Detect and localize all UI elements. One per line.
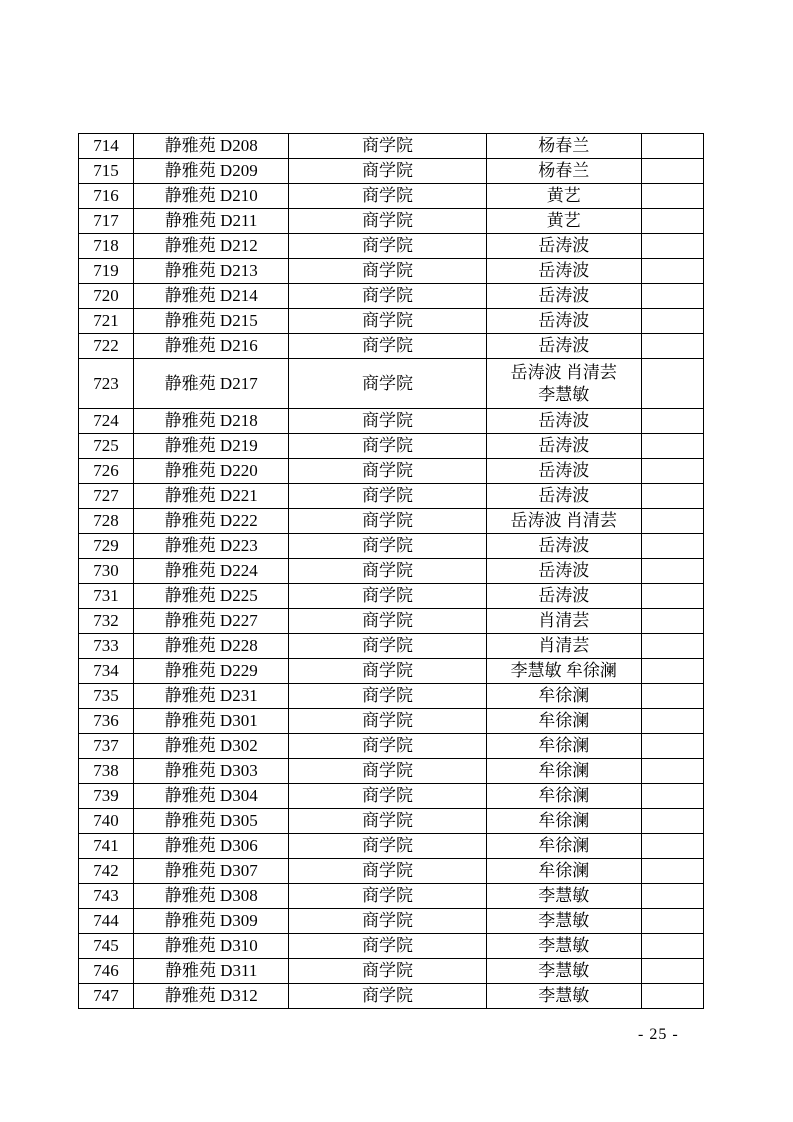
- cell-room: 静雅苑 D223: [134, 534, 289, 559]
- cell-note: [641, 784, 703, 809]
- table-row: [79, 984, 704, 1009]
- cell-number: 723: [79, 359, 134, 409]
- cell-number: 739: [79, 784, 134, 809]
- cell-person: 牟徐澜: [486, 809, 641, 834]
- table-row: [79, 284, 704, 309]
- cell-person: 李慧敏: [486, 884, 641, 909]
- cell-note: [641, 184, 703, 209]
- cell-room: 静雅苑 D304: [134, 784, 289, 809]
- cell-room: 静雅苑 D208: [134, 134, 289, 159]
- cell-person: 牟徐澜: [486, 709, 641, 734]
- cell-number: 741: [79, 834, 134, 859]
- cell-college: 商学院: [289, 584, 486, 609]
- cell-college: 商学院: [289, 334, 486, 359]
- cell-room: 静雅苑 D219: [134, 434, 289, 459]
- table-row: [79, 409, 704, 434]
- cell-number: 719: [79, 259, 134, 284]
- cell-person: 岳涛波: [486, 334, 641, 359]
- cell-person: 岳涛波: [486, 584, 641, 609]
- cell-note: [641, 234, 703, 259]
- cell-person: 岳涛波: [486, 559, 641, 584]
- cell-room: 静雅苑 D301: [134, 709, 289, 734]
- cell-room: 静雅苑 D218: [134, 409, 289, 434]
- cell-note: [641, 209, 703, 234]
- table-row: [79, 434, 704, 459]
- person-line: 岳涛波 肖清芸: [510, 362, 617, 382]
- table-row: [79, 634, 704, 659]
- cell-number: 720: [79, 284, 134, 309]
- table-row: [79, 959, 704, 984]
- cell-note: [641, 559, 703, 584]
- cell-note: [641, 709, 703, 734]
- table-row: [79, 459, 704, 484]
- cell-number: 733: [79, 634, 134, 659]
- cell-number: 729: [79, 534, 134, 559]
- table-row: [79, 334, 704, 359]
- table-row: [79, 509, 704, 534]
- cell-number: 734: [79, 659, 134, 684]
- table-row: [79, 684, 704, 709]
- cell-college: 商学院: [289, 784, 486, 809]
- cell-college: 商学院: [289, 359, 486, 409]
- cell-person: 岳涛波: [486, 409, 641, 434]
- person-line: 李慧敏: [538, 384, 590, 404]
- cell-person: [486, 359, 641, 409]
- cell-number: 744: [79, 909, 134, 934]
- cell-college: 商学院: [289, 534, 486, 559]
- table-row: [79, 234, 704, 259]
- cell-person: 牟徐澜: [486, 734, 641, 759]
- cell-room: 静雅苑 D311: [134, 959, 289, 984]
- cell-room: 静雅苑 D305: [134, 809, 289, 834]
- cell-person: 黄艺: [486, 184, 641, 209]
- table-row: [79, 209, 704, 234]
- table-row: [79, 884, 704, 909]
- cell-note: [641, 884, 703, 909]
- cell-note: [641, 809, 703, 834]
- cell-number: 727: [79, 484, 134, 509]
- cell-room: 静雅苑 D209: [134, 159, 289, 184]
- cell-room: 静雅苑 D306: [134, 834, 289, 859]
- cell-college: 商学院: [289, 559, 486, 584]
- cell-college: 商学院: [289, 984, 486, 1009]
- cell-room: 静雅苑 D228: [134, 634, 289, 659]
- cell-number: 731: [79, 584, 134, 609]
- cell-note: [641, 759, 703, 784]
- table-row: [79, 834, 704, 859]
- cell-number: 714: [79, 134, 134, 159]
- table-row: [79, 184, 704, 209]
- cell-room: 静雅苑 D210: [134, 184, 289, 209]
- cell-person: 牟徐澜: [486, 684, 641, 709]
- cell-room: 静雅苑 D214: [134, 284, 289, 309]
- cell-room: 静雅苑 D231: [134, 684, 289, 709]
- cell-room: 静雅苑 D227: [134, 609, 289, 634]
- cell-person: 岳涛波: [486, 534, 641, 559]
- cell-person: 岳涛波: [486, 459, 641, 484]
- cell-number: 724: [79, 409, 134, 434]
- table-row: [79, 609, 704, 634]
- cell-room: 静雅苑 D224: [134, 559, 289, 584]
- cell-room: 静雅苑 D309: [134, 909, 289, 934]
- cell-note: [641, 309, 703, 334]
- cell-person: 岳涛波: [486, 434, 641, 459]
- cell-room: 静雅苑 D310: [134, 934, 289, 959]
- cell-number: 725: [79, 434, 134, 459]
- cell-number: 718: [79, 234, 134, 259]
- cell-person: 肖清芸: [486, 634, 641, 659]
- table-row: [79, 584, 704, 609]
- cell-person: 李慧敏: [486, 984, 641, 1009]
- cell-room: 静雅苑 D217: [134, 359, 289, 409]
- cell-college: 商学院: [289, 909, 486, 934]
- cell-note: [641, 434, 703, 459]
- cell-note: [641, 659, 703, 684]
- cell-room: 静雅苑 D212: [134, 234, 289, 259]
- table-row: [79, 709, 704, 734]
- cell-number: 715: [79, 159, 134, 184]
- cell-college: 商学院: [289, 609, 486, 634]
- cell-note: [641, 734, 703, 759]
- cell-college: 商学院: [289, 184, 486, 209]
- cell-college: 商学院: [289, 159, 486, 184]
- cell-number: 721: [79, 309, 134, 334]
- cell-person: 肖清芸: [486, 609, 641, 634]
- cell-person: 岳涛波: [486, 234, 641, 259]
- table-row: [79, 784, 704, 809]
- cell-college: 商学院: [289, 234, 486, 259]
- table-row: [79, 534, 704, 559]
- cell-person: 牟徐澜: [486, 834, 641, 859]
- cell-number: 736: [79, 709, 134, 734]
- cell-person: 牟徐澜: [486, 759, 641, 784]
- cell-number: 737: [79, 734, 134, 759]
- cell-person: 岳涛波 肖清芸: [486, 509, 641, 534]
- cell-college: 商学院: [289, 934, 486, 959]
- cell-note: [641, 909, 703, 934]
- table-row: [79, 559, 704, 584]
- cell-room: 静雅苑 D308: [134, 884, 289, 909]
- cell-person: 牟徐澜: [486, 859, 641, 884]
- table-row: [79, 259, 704, 284]
- cell-note: [641, 609, 703, 634]
- cell-person: 黄艺: [486, 209, 641, 234]
- cell-college: 商学院: [289, 634, 486, 659]
- cell-room: 静雅苑 D211: [134, 209, 289, 234]
- cell-note: [641, 509, 703, 534]
- cell-person: 李慧敏: [486, 909, 641, 934]
- cell-number: 730: [79, 559, 134, 584]
- cell-college: 商学院: [289, 859, 486, 884]
- cell-college: 商学院: [289, 659, 486, 684]
- cell-college: 商学院: [289, 459, 486, 484]
- table-row: [79, 309, 704, 334]
- cell-college: 商学院: [289, 434, 486, 459]
- cell-number: 716: [79, 184, 134, 209]
- table-row: [79, 809, 704, 834]
- cell-room: 静雅苑 D215: [134, 309, 289, 334]
- cell-note: [641, 934, 703, 959]
- cell-person: 岳涛波: [486, 484, 641, 509]
- cell-college: 商学院: [289, 809, 486, 834]
- cell-person: 李慧敏 牟徐澜: [486, 659, 641, 684]
- cell-room: 静雅苑 D229: [134, 659, 289, 684]
- cell-note: [641, 584, 703, 609]
- cell-college: 商学院: [289, 509, 486, 534]
- cell-room: 静雅苑 D312: [134, 984, 289, 1009]
- cell-number: 747: [79, 984, 134, 1009]
- cell-note: [641, 134, 703, 159]
- cell-room: 静雅苑 D222: [134, 509, 289, 534]
- table-row: [79, 134, 704, 159]
- cell-college: 商学院: [289, 684, 486, 709]
- cell-college: 商学院: [289, 409, 486, 434]
- table-row: [79, 909, 704, 934]
- cell-number: 728: [79, 509, 134, 534]
- table-row: [79, 859, 704, 884]
- cell-person: 岳涛波: [486, 284, 641, 309]
- cell-person: 岳涛波: [486, 259, 641, 284]
- cell-number: 717: [79, 209, 134, 234]
- cell-note: [641, 159, 703, 184]
- cell-college: 商学院: [289, 134, 486, 159]
- cell-number: 732: [79, 609, 134, 634]
- cell-person: 牟徐澜: [486, 784, 641, 809]
- table-row: [79, 359, 704, 409]
- cell-note: [641, 334, 703, 359]
- cell-note: [641, 359, 703, 409]
- cell-note: [641, 984, 703, 1009]
- cell-person: 李慧敏: [486, 959, 641, 984]
- cell-note: [641, 634, 703, 659]
- cell-number: 738: [79, 759, 134, 784]
- cell-number: 735: [79, 684, 134, 709]
- cell-college: 商学院: [289, 709, 486, 734]
- cell-note: [641, 284, 703, 309]
- cell-room: 静雅苑 D213: [134, 259, 289, 284]
- table-row: [79, 934, 704, 959]
- cell-college: 商学院: [289, 834, 486, 859]
- cell-college: 商学院: [289, 284, 486, 309]
- cell-college: 商学院: [289, 209, 486, 234]
- cell-person: 岳涛波: [486, 309, 641, 334]
- cell-college: 商学院: [289, 734, 486, 759]
- table-row: [79, 734, 704, 759]
- cell-note: [641, 859, 703, 884]
- cell-college: 商学院: [289, 884, 486, 909]
- cell-number: 740: [79, 809, 134, 834]
- cell-person: 杨春兰: [486, 134, 641, 159]
- cell-number: 745: [79, 934, 134, 959]
- cell-room: 静雅苑 D216: [134, 334, 289, 359]
- table-row: [79, 759, 704, 784]
- cell-college: 商学院: [289, 309, 486, 334]
- cell-room: 静雅苑 D221: [134, 484, 289, 509]
- table-body: [79, 134, 704, 1009]
- cell-room: 静雅苑 D303: [134, 759, 289, 784]
- cell-note: [641, 459, 703, 484]
- cell-room: 静雅苑 D220: [134, 459, 289, 484]
- cell-room: 静雅苑 D302: [134, 734, 289, 759]
- table-row: [79, 659, 704, 684]
- cell-college: 商学院: [289, 759, 486, 784]
- cell-note: [641, 534, 703, 559]
- dormitory-assignment-table: [78, 133, 704, 1009]
- cell-college: 商学院: [289, 484, 486, 509]
- cell-number: 722: [79, 334, 134, 359]
- cell-note: [641, 684, 703, 709]
- table-row: [79, 159, 704, 184]
- cell-number: 726: [79, 459, 134, 484]
- cell-person: 李慧敏: [486, 934, 641, 959]
- cell-note: [641, 259, 703, 284]
- cell-number: 742: [79, 859, 134, 884]
- cell-note: [641, 409, 703, 434]
- table-row: [79, 484, 704, 509]
- cell-number: 743: [79, 884, 134, 909]
- page-number: - 25 -: [638, 1026, 679, 1043]
- cell-college: 商学院: [289, 959, 486, 984]
- cell-room: 静雅苑 D307: [134, 859, 289, 884]
- cell-college: 商学院: [289, 259, 486, 284]
- cell-number: 746: [79, 959, 134, 984]
- cell-note: [641, 484, 703, 509]
- cell-room: 静雅苑 D225: [134, 584, 289, 609]
- cell-note: [641, 959, 703, 984]
- cell-note: [641, 834, 703, 859]
- cell-person: 杨春兰: [486, 159, 641, 184]
